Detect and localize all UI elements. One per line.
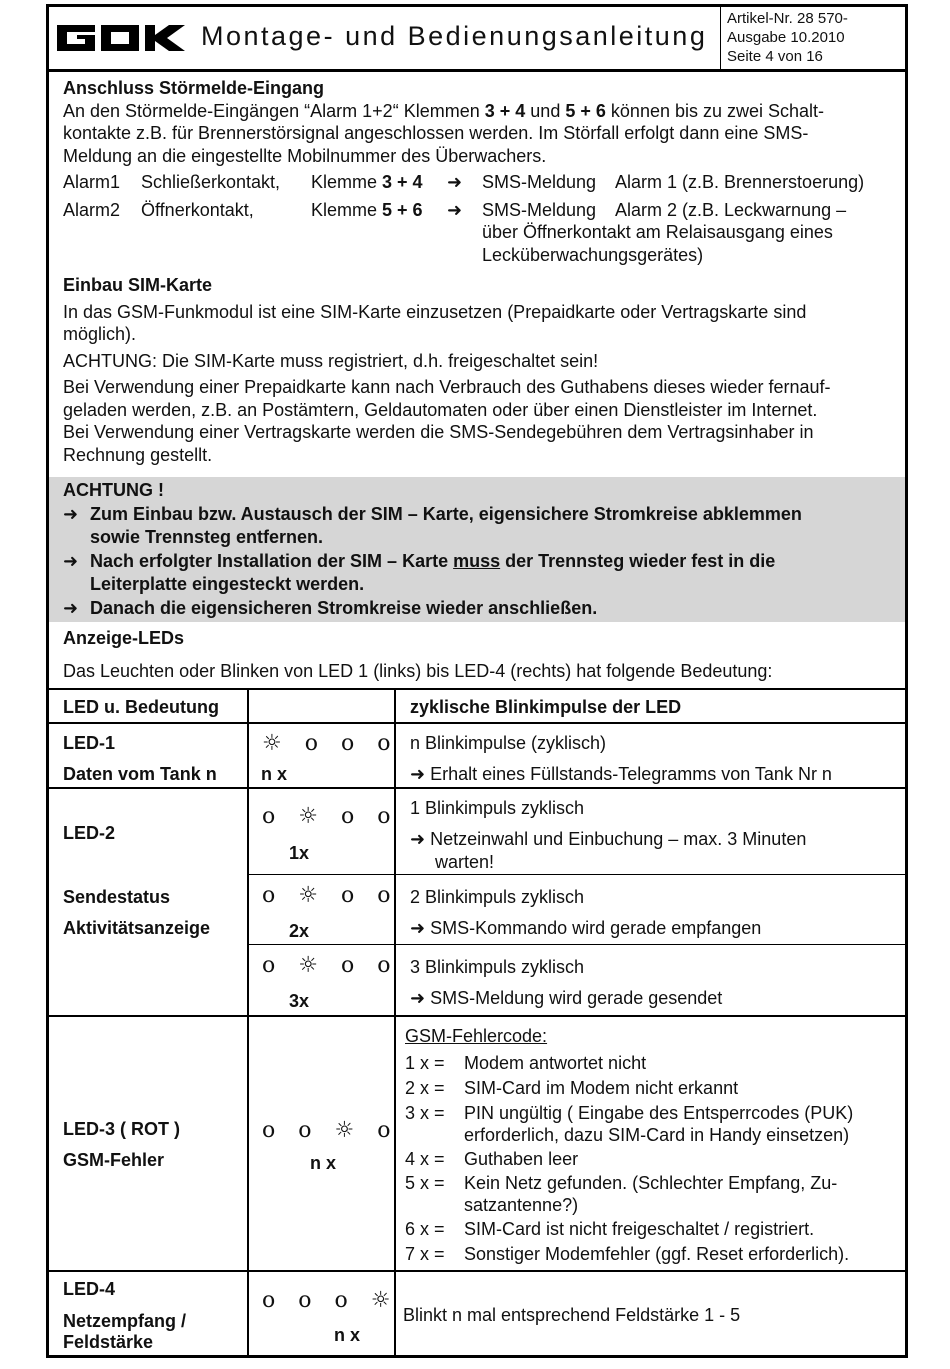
gsm-error-code-text: SIM-Card ist nicht freigeschaltet / registriert.	[464, 1219, 815, 1239]
led1-meaning: Daten vom Tank n	[63, 764, 217, 784]
arrow-icon: ➜	[410, 829, 426, 849]
heading-leds: Anzeige-LEDs	[63, 628, 185, 648]
gsm-error-code-text: Guthaben leer	[464, 1149, 579, 1169]
heading-alarm: Anschluss Störmelde-Eingang	[63, 78, 325, 98]
led2-action-1-cont: warten!	[435, 852, 495, 872]
gsm-error-code-text: Kein Netz gefunden. (Schlechter Empfang, Zu-satzantenne?)	[464, 1173, 838, 1215]
led2-pattern-icon: o ☼ o o	[262, 804, 399, 829]
led-section-header	[63, 627, 893, 682]
sim-paragraph-3: Bei Verwendung einer Prepaidkarte kann nach Verbrauch des Guthabens dieses wieder fernauf- geladen werden, z.B. an Postämtern, Geldautomaten oder über einen Dienstleister im Internet. Bei Verwendung einer Vertragskarte werden die SMS-Sendegebühren dem Vertragsinhaber in Rechnung gestellt.	[63, 377, 831, 465]
led1-count: n x	[261, 764, 288, 784]
gsm-error-codes-title: GSM-Fehlercode:	[405, 1026, 548, 1046]
led2-action-2: ➜ SMS-Kommando wird gerade empfangen	[410, 918, 762, 938]
warning-text	[63, 479, 893, 620]
led4-desc: Blinkt n mal entsprechend Feldstärke 1 - 5	[403, 1305, 741, 1325]
sim-paragraph-2: ACHTUNG: Die SIM-Karte muss registriert, d.h. freigeschaltet sein!	[63, 350, 599, 371]
led2-pattern-icon: o ☼ o o	[262, 883, 399, 908]
document-title: Montage- und Bedienungsanleitung	[201, 21, 708, 51]
led2-meaning-2: Aktivitätsanzeige	[63, 918, 211, 938]
gsm-error-code-text: Sonstiger Modemfehler (ggf. Reset erforderlich).	[464, 1244, 850, 1264]
led4-count: n x	[334, 1325, 361, 1345]
led2-pulse-3: 3 Blinkimpuls zyklisch	[410, 957, 585, 977]
gsm-error-code-number: 4 x =	[405, 1149, 445, 1169]
led1-action: ➜ Erhalt eines Füllstands-Telegramms von Tank Nr n	[410, 764, 832, 784]
led2-pattern-icon: o ☼ o o	[262, 953, 399, 978]
led2-action-1: ➜ Netzeinwahl und Einbuchung – max. 3 Minuten	[410, 829, 807, 849]
page-number: Seite 4 von 16	[727, 48, 823, 65]
gsm-error-code-number: 1 x =	[405, 1053, 445, 1073]
heading-sim: Einbau SIM-Karte	[63, 275, 213, 295]
gsm-error-code-text: PIN ungültig ( Eingabe des Entsperrcodes (PUK) erforderlich, dazu SIM-Card in Handy einsetzen)	[464, 1103, 854, 1145]
led4-meaning-1: Netzempfang /	[63, 1311, 187, 1331]
gsm-error-code-number: 6 x =	[405, 1219, 445, 1239]
warning-item-3: ➜ Danach die eigensicheren Stromkreise wieder anschließen.	[63, 597, 893, 621]
led3-name: LED-3 ( ROT )	[63, 1119, 180, 1139]
edition: Ausgabe 10.2010	[727, 29, 845, 46]
led-table	[49, 688, 905, 1358]
alarm-paragraph: An den Störmelde-Eingängen “Alarm 1+2“ Klemmen 3 + 4 und 5 + 6 können bis zu zwei Schalt- kontakte z.B. für Brennerstörsignal angeschlossen werden. Im Störfall erfolgt dann eine SMS- Meldung an die eingestellte Mobilnummer des Überwachers.	[63, 100, 825, 166]
led2-name: LED-2	[63, 823, 116, 843]
warning-item-2: ➜ Nach erfolgter Installation der SIM – Karte muss der Trennsteg wieder fest in die Leiterplatte eingesteckt werden.	[63, 550, 776, 594]
gsm-error-code-number: 5 x =	[405, 1173, 445, 1193]
leds-intro: Das Leuchten oder Blinken von LED 1 (links) bis LED-4 (rechts) hat folgende Bedeutung:	[63, 661, 773, 681]
led1-pattern-icon: ☼ o o o	[262, 731, 399, 756]
led2-pulse-2: 2 Blinkimpuls zyklisch	[410, 887, 585, 907]
led3-count: n x	[310, 1153, 337, 1173]
arrow-icon: ➜	[63, 597, 79, 618]
gsm-error-code-number: 2 x =	[405, 1078, 445, 1098]
led2-pulse-1: 1 Blinkimpuls zyklisch	[410, 798, 585, 818]
arrow-icon: ➜	[447, 200, 463, 220]
gsm-error-code-number: 7 x =	[405, 1244, 445, 1264]
led2-count-1: 1x	[289, 843, 310, 863]
led2-count-2: 2x	[289, 921, 310, 941]
led4-meaning-2: Feldstärke	[63, 1332, 154, 1352]
led3-meaning: GSM-Fehler	[63, 1150, 165, 1170]
gsm-error-code-number: 3 x =	[405, 1103, 445, 1123]
arrow-icon: ➜	[447, 172, 463, 192]
page-frame	[46, 4, 908, 1358]
led4-pattern-icon: o o o ☼	[262, 1288, 399, 1313]
gok-logo	[57, 25, 185, 51]
led4-name: LED-4	[63, 1279, 116, 1299]
col-led-meaning: LED u. Bedeutung	[63, 697, 219, 717]
alarm2-row: Alarm2 Öffnerkontakt, Klemme 5 + 6 ➜ SMS-Meldung Alarm 2 (z.B. Leckwarnung –	[63, 200, 847, 220]
gsm-error-code-text: Modem antwortet nicht	[464, 1053, 647, 1073]
document-meta	[720, 7, 905, 69]
arrow-icon: ➜	[410, 764, 426, 784]
led1-pulse: n Blinkimpulse (zyklisch)	[410, 733, 607, 753]
article-number: Artikel-Nr. 28 570-	[727, 10, 848, 27]
gsm-error-code-text: SIM-Card im Modem nicht erkannt	[464, 1078, 739, 1098]
arrow-icon: ➜	[410, 918, 426, 938]
sim-paragraph-1: In das GSM-Funkmodul ist eine SIM-Karte einzusetzen (Prepaidkarte oder Vertragskarte sind möglich).	[63, 301, 807, 344]
warning-heading: ACHTUNG !	[63, 480, 164, 500]
arrow-icon: ➜	[410, 988, 426, 1008]
alarm1-row: Alarm1 Schließerkontakt, Klemme 3 + 4 ➜ SMS-Meldung Alarm 1 (z.B. Brennerstoerung)	[63, 172, 865, 192]
led2-meaning-1: Sendestatus	[63, 887, 171, 907]
arrow-icon: ➜	[63, 550, 79, 571]
led1-name: LED-1	[63, 733, 116, 753]
arrow-icon: ➜	[63, 503, 79, 524]
led2-action-3: ➜ SMS-Meldung wird gerade gesendet	[410, 988, 723, 1008]
document-header	[49, 7, 905, 72]
led2-count-3: 3x	[289, 991, 310, 1011]
led3-pattern-icon: o o ☼ o	[262, 1118, 399, 1143]
warning-item-1: ➜ Zum Einbau bzw. Austausch der SIM – Karte, eigensichere Stromkreise abklemmen sowie Trennsteg entfernen.	[63, 503, 802, 547]
main-text	[63, 77, 893, 466]
col-blink-pulses: zyklische Blinkimpulse der LED	[410, 697, 682, 717]
alarm2-desc-cont: über Öffnerkontakt am Relaisausgang eines Lecküberwachungsgerätes)	[482, 222, 833, 265]
